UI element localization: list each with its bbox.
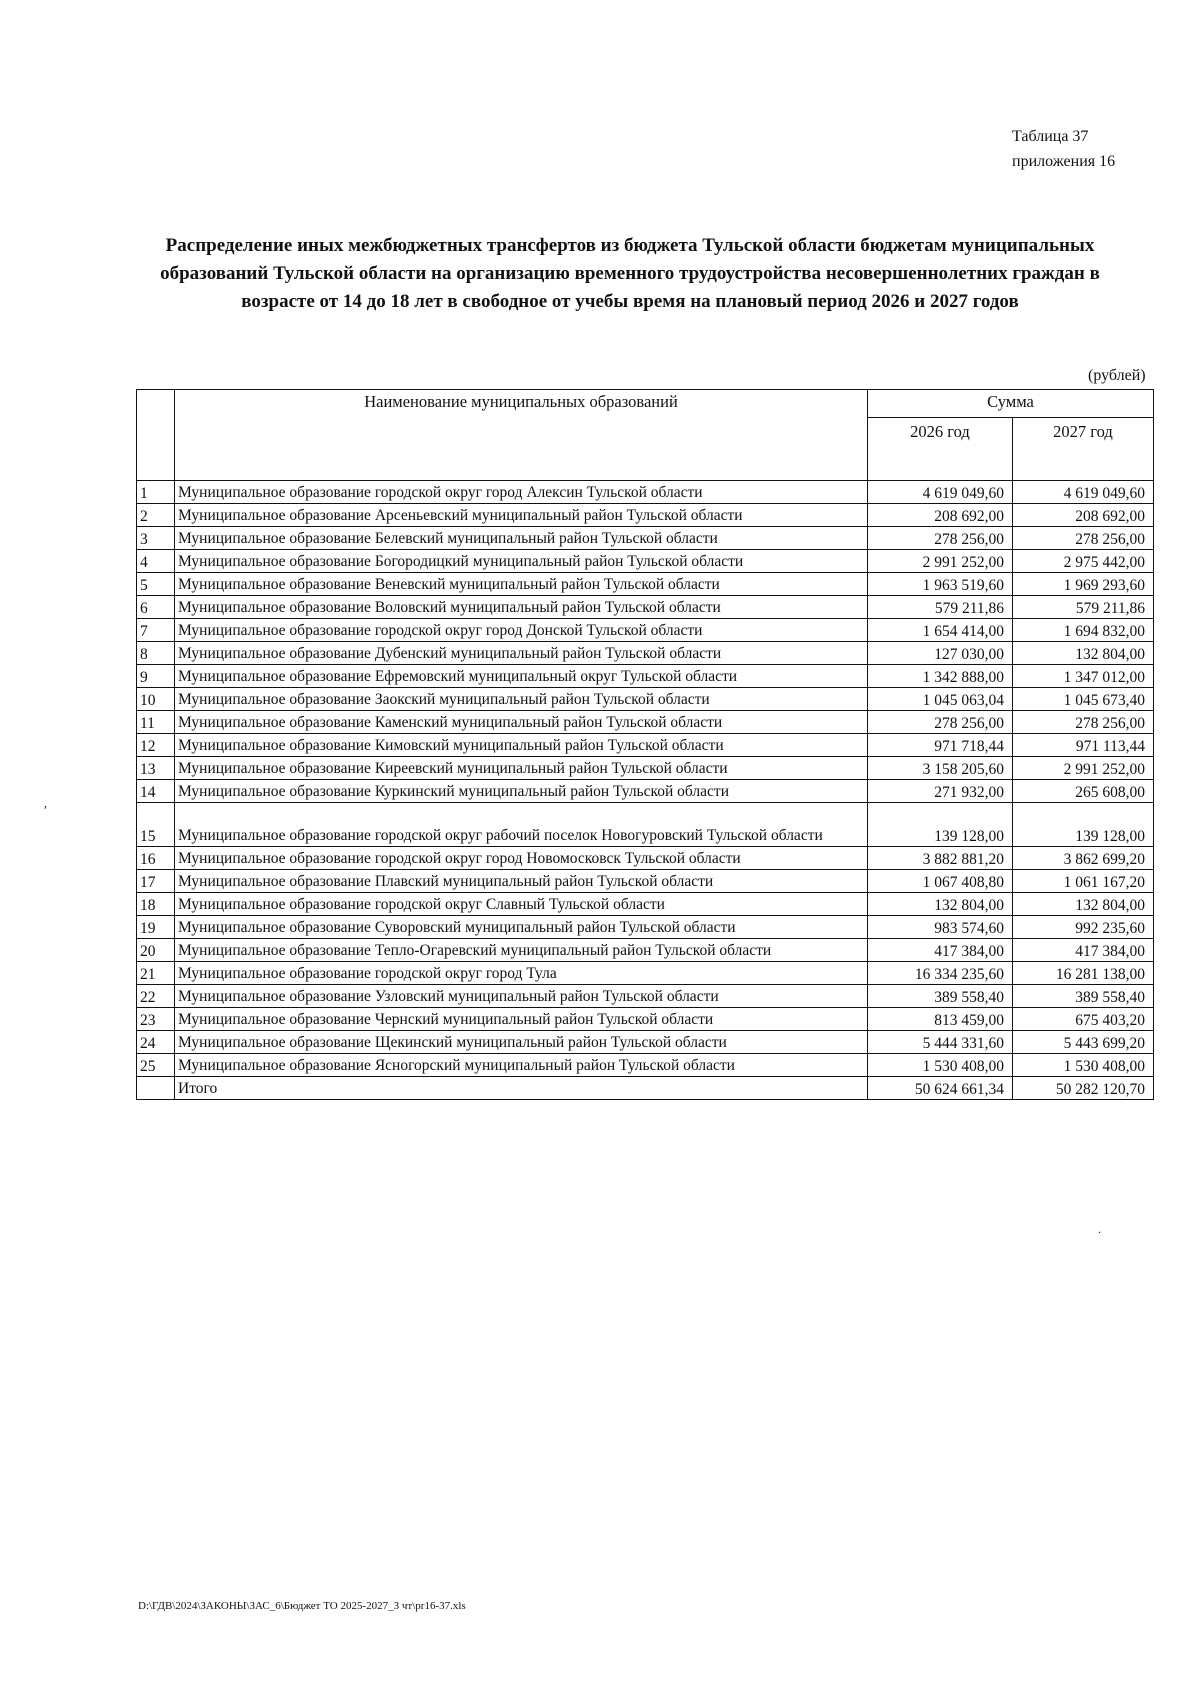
appendix-number: приложения 16: [1012, 153, 1116, 170]
row-number: 17: [137, 870, 175, 893]
row-value-2027: 1 530 408,00: [1013, 1054, 1154, 1077]
table-body: [137, 481, 1154, 1100]
header-number-cell: [137, 390, 175, 481]
row-name: Муниципальное образование городской округ рабочий поселок Новогуровский Тульской области: [175, 803, 868, 847]
units-label: (рублей): [1088, 367, 1146, 384]
table-row: [137, 642, 1154, 665]
table-row: [137, 893, 1154, 916]
row-name: Муниципальное образование Воловский муниципальный район Тульской области: [175, 596, 868, 619]
row-number: 13: [137, 757, 175, 780]
row-value-2026: 16 334 235,60: [868, 962, 1013, 985]
row-value-2026: 208 692,00: [868, 504, 1013, 527]
table-row: [137, 870, 1154, 893]
row-value-2026: 389 558,40: [868, 985, 1013, 1008]
row-number: 19: [137, 916, 175, 939]
row-value-2026: 3 882 881,20: [868, 847, 1013, 870]
row-name: Муниципальное образование Богородицкий муниципальный район Тульской области: [175, 550, 868, 573]
row-number: 6: [137, 596, 175, 619]
row-value-2027: 132 804,00: [1013, 642, 1154, 665]
row-value-2026: 983 574,60: [868, 916, 1013, 939]
row-value-2026: 271 932,00: [868, 780, 1013, 803]
row-value-2026: 3 158 205,60: [868, 757, 1013, 780]
total-value-2027: 50 282 120,70: [1013, 1077, 1154, 1100]
row-number: 25: [137, 1054, 175, 1077]
table-row: [137, 527, 1154, 550]
table-reference: [1012, 124, 1115, 174]
row-number: 24: [137, 1031, 175, 1054]
row-value-2026: 139 128,00: [868, 803, 1013, 847]
row-value-2027: 1 969 293,60: [1013, 573, 1154, 596]
row-number: 9: [137, 665, 175, 688]
row-name: Муниципальное образование городской округ город Донской Тульской области: [175, 619, 868, 642]
table-row: [137, 803, 1154, 847]
table-row: [137, 504, 1154, 527]
table-row: [137, 780, 1154, 803]
row-value-2027: 265 608,00: [1013, 780, 1154, 803]
header-sum: Сумма: [868, 390, 1154, 418]
row-value-2026: 1 342 888,00: [868, 665, 1013, 688]
row-value-2027: 208 692,00: [1013, 504, 1154, 527]
row-name: Муниципальное образование городской округ Славный Тульской области: [175, 893, 868, 916]
row-number: 3: [137, 527, 175, 550]
row-value-2026: 278 256,00: [868, 711, 1013, 734]
header-2026: 2026 год: [868, 418, 1013, 481]
row-number: 14: [137, 780, 175, 803]
table-row: [137, 985, 1154, 1008]
row-number: 4: [137, 550, 175, 573]
file-path: D:\ГДВ\2024\ЗАКОНЫ\ЗАС_6\Бюджет ТО 2025-2027_3 чт\pr16-37.xls: [138, 1600, 466, 1612]
row-number: 8: [137, 642, 175, 665]
row-number: 11: [137, 711, 175, 734]
row-number: 1: [137, 481, 175, 504]
row-number: 15: [137, 803, 175, 847]
table-row: [137, 711, 1154, 734]
table-row: [137, 1054, 1154, 1077]
row-name: Муниципальное образование Кимовский муниципальный район Тульской области: [175, 734, 868, 757]
table-row: [137, 1031, 1154, 1054]
table-row: [137, 688, 1154, 711]
row-name: Муниципальное образование Дубенский муниципальный район Тульской области: [175, 642, 868, 665]
table-row: [137, 481, 1154, 504]
table-row: [137, 619, 1154, 642]
row-number: 22: [137, 985, 175, 1008]
table-row: [137, 939, 1154, 962]
table-row: [137, 1008, 1154, 1031]
row-name: Муниципальное образование Ясногорский муниципальный район Тульской области: [175, 1054, 868, 1077]
row-value-2026: 278 256,00: [868, 527, 1013, 550]
row-value-2027: 132 804,00: [1013, 893, 1154, 916]
header-name: Наименование муниципальных образований: [175, 390, 868, 481]
row-value-2026: 579 211,86: [868, 596, 1013, 619]
row-name: Муниципальное образование городской округ город Новомосковск Тульской области: [175, 847, 868, 870]
row-number: 7: [137, 619, 175, 642]
row-name: Муниципальное образование Суворовский муниципальный район Тульской области: [175, 916, 868, 939]
table-row: [137, 962, 1154, 985]
row-value-2027: 389 558,40: [1013, 985, 1154, 1008]
scan-speck: .: [1098, 1222, 1101, 1236]
row-name: Муниципальное образование Плавский муниципальный район Тульской области: [175, 870, 868, 893]
row-value-2026: 1 045 063,04: [868, 688, 1013, 711]
row-name: Муниципальное образование Куркинский муниципальный район Тульской области: [175, 780, 868, 803]
total-value-2026: 50 624 661,34: [868, 1077, 1013, 1100]
row-value-2026: 417 384,00: [868, 939, 1013, 962]
row-value-2027: 2 975 442,00: [1013, 550, 1154, 573]
row-value-2027: 417 384,00: [1013, 939, 1154, 962]
scan-speck: ,: [44, 796, 47, 810]
row-value-2026: 4 619 049,60: [868, 481, 1013, 504]
row-name: Муниципальное образование Арсеньевский муниципальный район Тульской области: [175, 504, 868, 527]
row-name: Муниципальное образование Чернский муниципальный район Тульской области: [175, 1008, 868, 1031]
table-row: [137, 573, 1154, 596]
row-value-2027: 971 113,44: [1013, 734, 1154, 757]
row-number: 18: [137, 893, 175, 916]
table-row: [137, 916, 1154, 939]
row-value-2026: 1 963 519,60: [868, 573, 1013, 596]
row-value-2026: 1 067 408,80: [868, 870, 1013, 893]
row-number: 16: [137, 847, 175, 870]
row-value-2027: 4 619 049,60: [1013, 481, 1154, 504]
row-number: 20: [137, 939, 175, 962]
row-value-2027: 139 128,00: [1013, 803, 1154, 847]
table-row: [137, 734, 1154, 757]
row-value-2027: 278 256,00: [1013, 711, 1154, 734]
row-number: 10: [137, 688, 175, 711]
total-number-cell: [137, 1077, 175, 1100]
table-number: Таблица 37: [1012, 128, 1089, 145]
row-value-2027: 2 991 252,00: [1013, 757, 1154, 780]
row-value-2026: 971 718,44: [868, 734, 1013, 757]
transfers-table: [136, 389, 1154, 1100]
row-value-2027: 5 443 699,20: [1013, 1031, 1154, 1054]
row-value-2026: 5 444 331,60: [868, 1031, 1013, 1054]
row-value-2027: 675 403,20: [1013, 1008, 1154, 1031]
row-number: 5: [137, 573, 175, 596]
row-value-2027: 1 347 012,00: [1013, 665, 1154, 688]
row-name: Муниципальное образование городской округ город Алексин Тульской области: [175, 481, 868, 504]
row-value-2026: 1 654 414,00: [868, 619, 1013, 642]
table-row: [137, 757, 1154, 780]
row-number: 23: [137, 1008, 175, 1031]
row-name: Муниципальное образование Ефремовский муниципальный округ Тульской области: [175, 665, 868, 688]
row-name: Муниципальное образование Тепло-Огаревский муниципальный район Тульской области: [175, 939, 868, 962]
row-number: 2: [137, 504, 175, 527]
total-row: [137, 1077, 1154, 1100]
row-number: 21: [137, 962, 175, 985]
row-name: Муниципальное образование Узловский муниципальный район Тульской области: [175, 985, 868, 1008]
row-name: Муниципальное образование Веневский муниципальный район Тульской области: [175, 573, 868, 596]
total-label: Итого: [175, 1077, 868, 1100]
row-name: Муниципальное образование Заокский муниципальный район Тульской области: [175, 688, 868, 711]
row-name: Муниципальное образование Киреевский муниципальный район Тульской области: [175, 757, 868, 780]
row-value-2027: 1 061 167,20: [1013, 870, 1154, 893]
row-number: 12: [137, 734, 175, 757]
row-value-2027: 579 211,86: [1013, 596, 1154, 619]
row-value-2027: 16 281 138,00: [1013, 962, 1154, 985]
row-value-2027: 1 694 832,00: [1013, 619, 1154, 642]
row-name: Муниципальное образование городской округ город Тула: [175, 962, 868, 985]
row-name: Муниципальное образование Белевский муниципальный район Тульской области: [175, 527, 868, 550]
row-value-2027: 278 256,00: [1013, 527, 1154, 550]
header-2027: 2027 год: [1013, 418, 1154, 481]
row-value-2026: 132 804,00: [868, 893, 1013, 916]
row-value-2026: 127 030,00: [868, 642, 1013, 665]
row-name: Муниципальное образование Каменский муниципальный район Тульской области: [175, 711, 868, 734]
table-row: [137, 596, 1154, 619]
row-value-2027: 3 862 699,20: [1013, 847, 1154, 870]
row-value-2026: 2 991 252,00: [868, 550, 1013, 573]
row-value-2027: 992 235,60: [1013, 916, 1154, 939]
row-value-2026: 813 459,00: [868, 1008, 1013, 1031]
row-value-2027: 1 045 673,40: [1013, 688, 1154, 711]
document-title: Распределение иных межбюджетных трансфертов из бюджета Тульской области бюджетам муниципальных образований Тульской области на организацию временного трудоустройства несовершеннолетних граждан в возрасте от 14 до 18 лет в свободное от учебы время на плановый период 2026 и 2027 годов: [160, 235, 1100, 312]
table-row: [137, 550, 1154, 573]
row-name: Муниципальное образование Щекинский муниципальный район Тульской области: [175, 1031, 868, 1054]
row-value-2026: 1 530 408,00: [868, 1054, 1013, 1077]
table-row: [137, 665, 1154, 688]
table-row: [137, 847, 1154, 870]
